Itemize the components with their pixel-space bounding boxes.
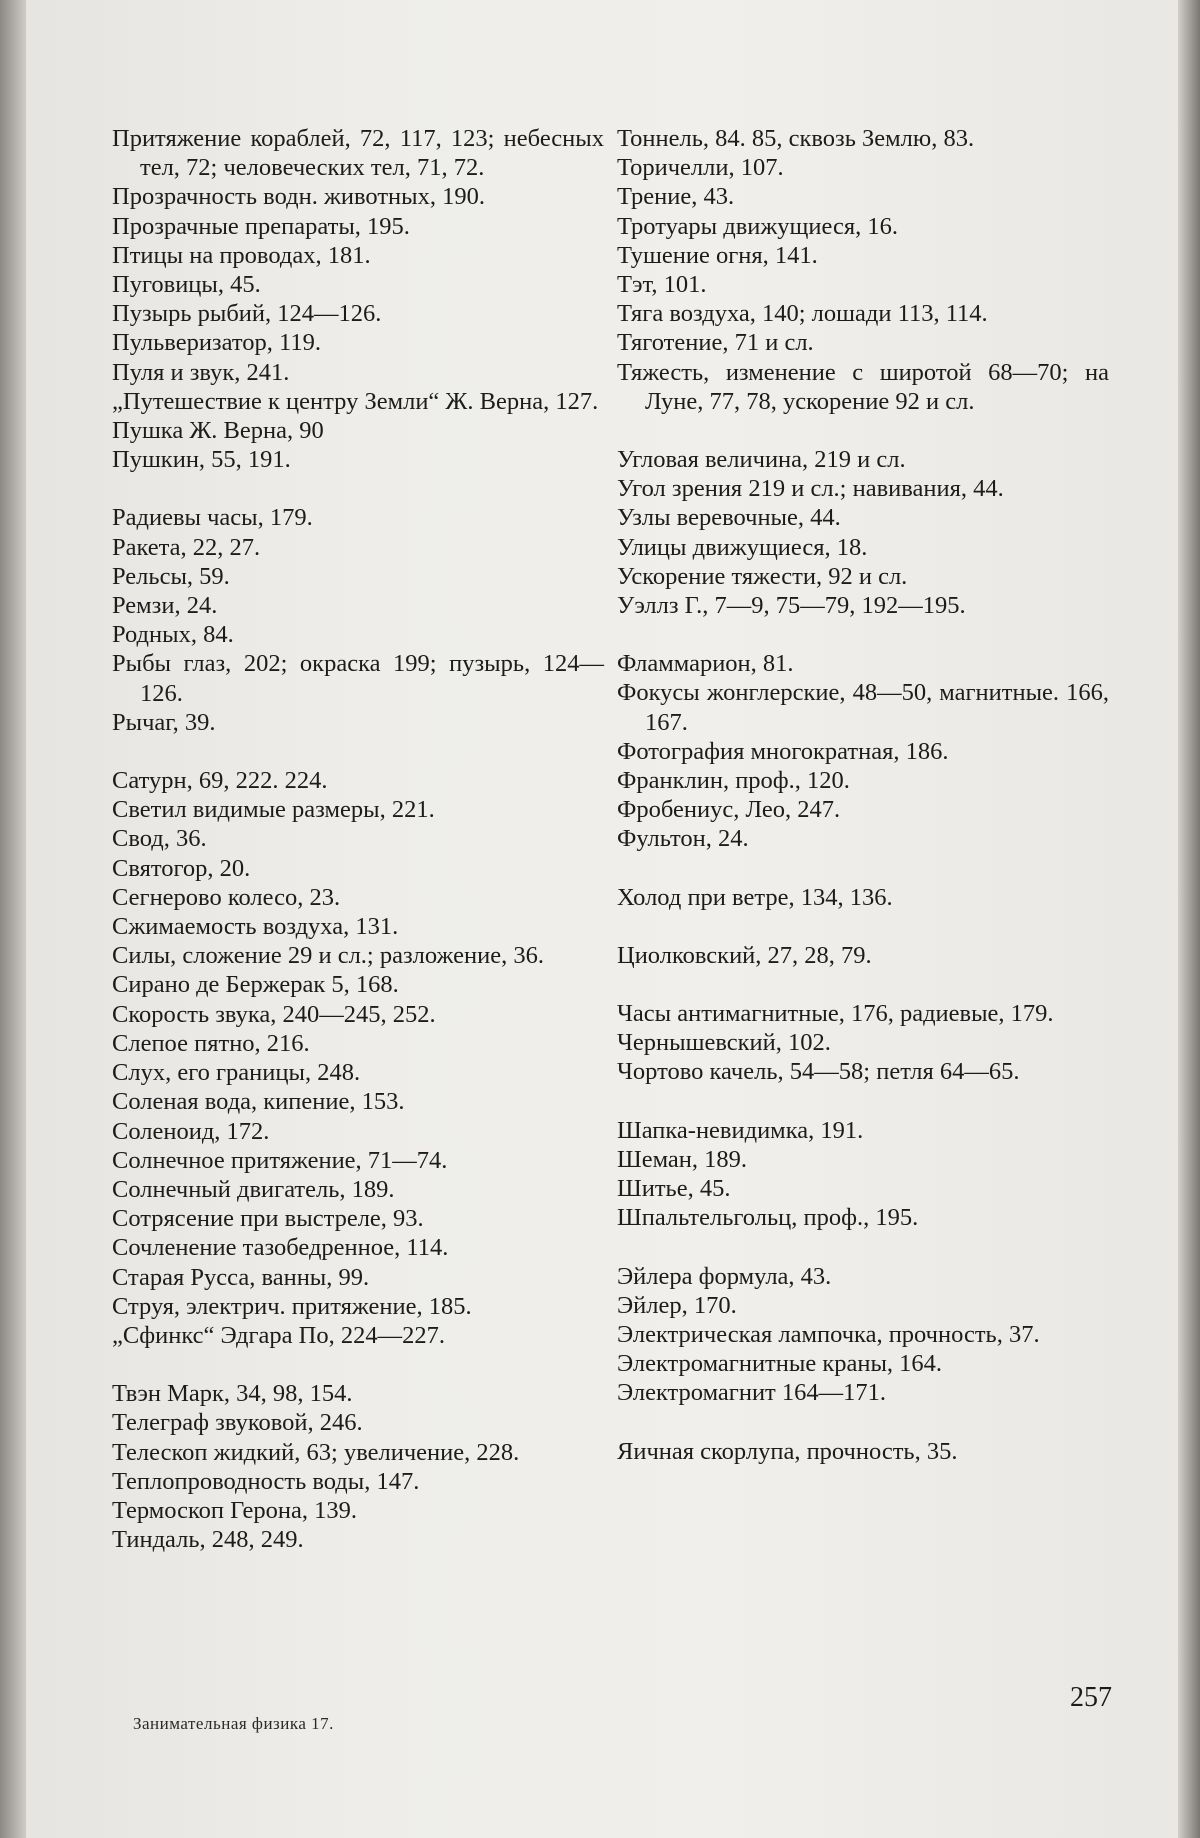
index-entry: Пульверизатор, 119. — [112, 329, 321, 357]
index-entry: Циолковский, 27, 28, 79. — [617, 941, 872, 969]
index-entry: Теплопроводность воды, 147. — [112, 1467, 420, 1495]
index-entry: Прозрачные препараты, 195. — [112, 212, 410, 240]
index-entry: Торичелли, 107. — [617, 154, 784, 182]
index-entry: Шеман, 189. — [617, 1145, 748, 1173]
index-entry: Пушка Ж. Верна, 90 — [112, 417, 324, 445]
index-entry: Тушение огня, 141. — [617, 241, 818, 269]
index-entry: Пуля и звук, 241. — [112, 358, 290, 386]
index-entry: Электромагнитные краны, 164. — [617, 1350, 943, 1378]
index-entry: Эйлер, 170. — [617, 1291, 737, 1319]
index-entry: Уэллз Г., 7—9, 75—79, 192—195. — [617, 592, 966, 620]
index-entry: Узлы веревочные, 44. — [617, 504, 841, 532]
index-entry: Шпальтельгольц, проф., 195. — [617, 1204, 919, 1232]
index-entry: Тиндаль, 248, 249. — [112, 1526, 304, 1554]
index-entry: Угловая величина, 219 и сл. — [617, 446, 906, 474]
section-gap — [112, 1350, 604, 1379]
index-entry: Тяжесть, изменение с широтой 68—70; на Луне, 77, 78, ускорение 92 и сл. — [617, 358, 1109, 415]
index-entry: Святогор, 20. — [112, 854, 251, 882]
index-entry: „Путешествие к центру Земли“ Ж. Верна, 127. — [112, 387, 599, 415]
section-gap — [617, 416, 1109, 445]
index-entry: Твэн Марк, 34, 98, 154. — [112, 1380, 353, 1408]
index-entry: Струя, электрич. притяжение, 185. — [112, 1292, 472, 1320]
index-entry: Тоннель, 84. 85, сквозь Землю, 83. — [617, 125, 975, 152]
section-gap — [617, 1087, 1109, 1116]
index-entry: Улицы движущиеся, 18. — [617, 533, 868, 561]
section-gap — [617, 1233, 1109, 1262]
index-entry: Родных, 84. — [112, 621, 234, 649]
section-gap — [617, 854, 1109, 883]
index-entry: Рыбы глаз, 202; окраска 199; пузырь, 124—126. — [112, 650, 604, 707]
index-entry: Шитье, 45. — [617, 1175, 731, 1203]
index-entry: Ремзи, 24. — [112, 592, 218, 620]
index-entry: Эйлера формула, 43. — [617, 1262, 832, 1290]
index-entry: Солнечное притяжение, 71—74. — [112, 1146, 448, 1174]
index-entry: Светил видимые размеры, 221. — [112, 796, 435, 824]
index-entry: Свод, 36. — [112, 825, 207, 853]
index-entry: Франклин, проф., 120. — [617, 767, 850, 795]
index-entry: Фультон, 24. — [617, 825, 749, 853]
index-entry: Электрическая лампочка, прочность, 37. — [617, 1320, 1040, 1348]
index-entry: Прозрачность водн. животных, 190. — [112, 183, 485, 211]
index-column-left — [112, 124, 604, 1554]
index-entry: Сочленение тазобедренное, 114. — [112, 1234, 449, 1262]
index-entry: Сжимаемость воздуха, 131. — [112, 913, 399, 941]
index-entry: Телеграф звуковой, 246. — [112, 1409, 363, 1437]
index-entry: Фламмарион, 81. — [617, 650, 794, 678]
index-entry: Тэт, 101. — [617, 271, 707, 299]
index-entry: Сирано де Бержерак 5, 168. — [112, 971, 399, 999]
index-entry: Термоскоп Герона, 139. — [112, 1496, 357, 1524]
index-entry: Слепое пятно, 216. — [112, 1029, 310, 1057]
index-entry: Сатурн, 69, 222. 224. — [112, 767, 328, 795]
section-gap — [617, 620, 1109, 649]
index-entry: Шапка-невидимка, 191. — [617, 1116, 864, 1144]
index-entry: Яичная скорлупа, прочность, 35. — [617, 1437, 958, 1465]
index-entry: Угол зрения 219 и сл.; навивания, 44. — [617, 475, 1004, 503]
section-gap — [617, 912, 1109, 941]
page-number: 257 — [1070, 1682, 1112, 1713]
index-entry: Ускорение тяжести, 92 и сл. — [617, 562, 908, 590]
section-gap — [112, 474, 604, 503]
index-entry: Пушкин, 55, 191. — [112, 446, 291, 474]
index-entry: Телескоп жидкий, 63; увеличение, 228. — [112, 1438, 520, 1466]
index-entry: Силы, сложение 29 и сл.; разложение, 36. — [112, 942, 544, 970]
index-entry: Пузырь рыбий, 124—126. — [112, 300, 382, 328]
index-entry: Фробениус, Лео, 247. — [617, 796, 841, 824]
index-entry: „Сфинкс“ Эдгара По, 224—227. — [112, 1321, 445, 1349]
index-entry: Чортово качель, 54—58; петля 64—65. — [617, 1058, 1020, 1086]
index-entry: Тяготение, 71 и сл. — [617, 329, 814, 357]
index-entry: Электромагнит 164—171. — [617, 1379, 887, 1407]
index-column-right — [617, 124, 1109, 1466]
index-entry: Сегнерово колесо, 23. — [112, 883, 341, 911]
index-entry: Чернышевский, 102. — [617, 1029, 831, 1057]
index-entry: Солнечный двигатель, 189. — [112, 1175, 395, 1203]
index-entry: Тротуары движущиеся, 16. — [617, 212, 899, 240]
index-entry: Соленоид, 172. — [112, 1117, 270, 1145]
section-gap — [617, 970, 1109, 999]
index-entry: Фотография многократная, 186. — [617, 737, 949, 765]
index-entry: Притяжение кораблей, 72, 117, 123; небесных тел, 72; человеческих тел, 71, 72. — [112, 125, 604, 182]
printer-signature: Занимательная физика 17. — [133, 1714, 334, 1733]
index-entry: Скорость звука, 240—245, 252. — [112, 1000, 436, 1028]
section-gap — [617, 1408, 1109, 1437]
index-entry: Холод при ветре, 134, 136. — [617, 883, 893, 911]
index-entry: Ракета, 22, 27. — [112, 533, 261, 561]
index-entry: Рельсы, 59. — [112, 562, 230, 590]
index-entry: Часы антимагнитные, 176, радиевые, 179. — [617, 1000, 1054, 1028]
section-gap — [112, 737, 604, 766]
index-entry: Слух, его границы, 248. — [112, 1059, 361, 1087]
index-entry: Старая Русса, ванны, 99. — [112, 1263, 370, 1291]
index-entry: Пуговицы, 45. — [112, 271, 261, 299]
index-entry: Сотрясение при выстреле, 93. — [112, 1205, 424, 1233]
index-entry: Соленая вода, кипение, 153. — [112, 1088, 405, 1116]
index-entry: Фокусы жонглерские, 48—50, магнитные. 166, 167. — [617, 679, 1109, 736]
index-entry: Тяга воздуха, 140; лошади 113, 114. — [617, 300, 988, 328]
index-entry: Радиевы часы, 179. — [112, 504, 313, 532]
index-entry: Трение, 43. — [617, 183, 735, 211]
index-entry: Рычаг, 39. — [112, 708, 216, 736]
index-entry: Птицы на проводах, 181. — [112, 241, 371, 269]
